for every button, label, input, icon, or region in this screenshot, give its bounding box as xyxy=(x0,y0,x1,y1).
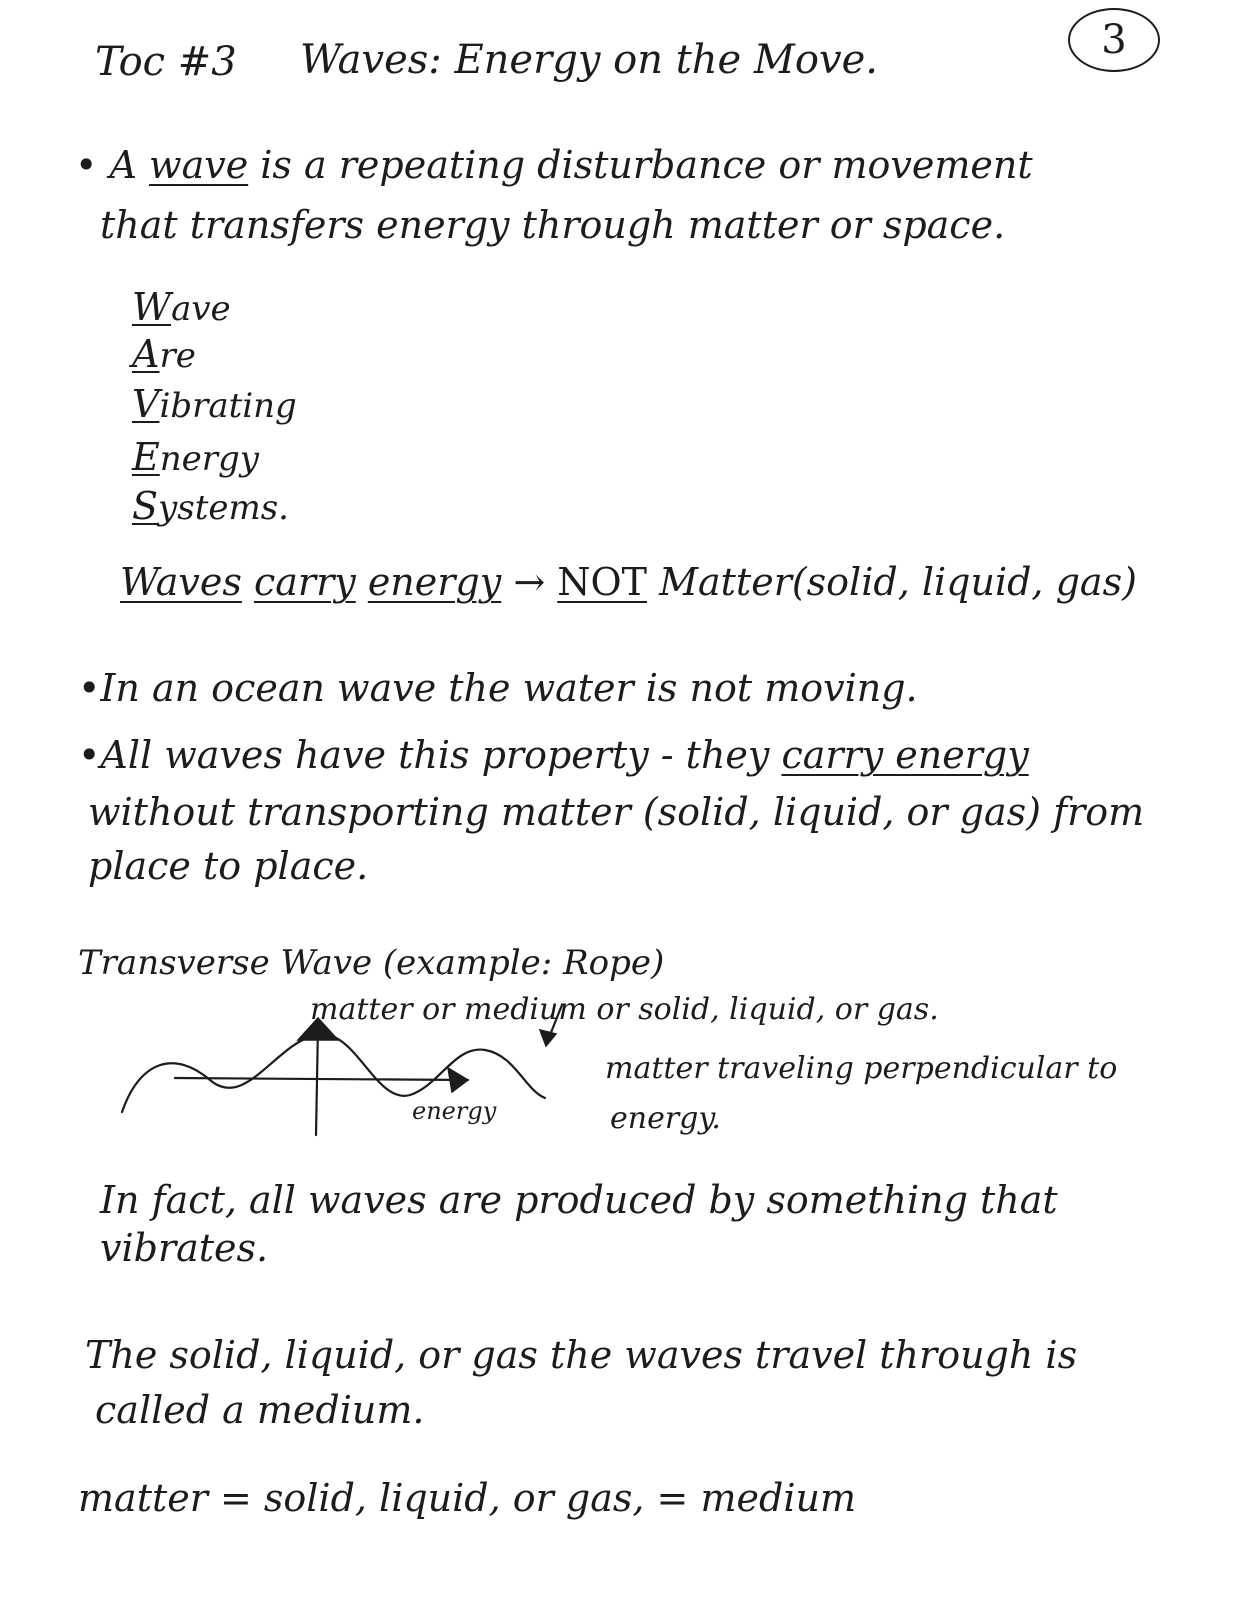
arrow-icon: → xyxy=(513,560,546,604)
all-waves-line-3: place to place. xyxy=(88,844,369,888)
all-waves-line-2: without transporting matter (solid, liquid, or gas) from xyxy=(88,790,1145,834)
vertical-arrow-shaft xyxy=(316,1025,318,1135)
side-note-line-2: energy. xyxy=(610,1101,721,1136)
medium-annotation: matter or medium or solid, liquid, or gas. xyxy=(310,992,939,1027)
matter-equation: matter = solid, liquid, or gas, = medium xyxy=(78,1476,856,1520)
all-waves-text: •All waves have this property - they xyxy=(78,733,782,777)
not-word: NOT xyxy=(557,560,648,604)
medium-line-2: called a medium. xyxy=(95,1388,425,1432)
definition-b: is a repeating disturbance or movement xyxy=(248,143,1033,187)
definition-a: A xyxy=(109,143,150,187)
acronym-item: Vibrating xyxy=(132,382,297,426)
waves-word: Waves xyxy=(120,560,242,604)
acronym-item: Systems. xyxy=(132,484,289,528)
carry-energy-term: carry energy xyxy=(781,733,1029,777)
acronym-item: Wave xyxy=(132,285,231,329)
definition-line-2: that transfers energy through matter or space. xyxy=(100,203,1006,247)
fact-line-1: In fact, all waves are produced by something that xyxy=(100,1178,1058,1222)
baseline xyxy=(175,1078,468,1080)
side-note-line-1: matter traveling perpendicular to xyxy=(605,1051,1118,1086)
wave-curve xyxy=(122,1034,545,1112)
energy-label: energy xyxy=(412,1097,497,1125)
bullet: • xyxy=(75,143,98,187)
page-title: Waves: Energy on the Move. xyxy=(300,37,878,83)
down-arrowhead-icon xyxy=(540,1030,556,1046)
energy-arrowhead-icon xyxy=(448,1068,468,1092)
up-arrowhead-icon xyxy=(298,1018,338,1040)
page-number: 3 xyxy=(1068,8,1160,72)
transverse-heading: Transverse Wave (example: Rope) xyxy=(78,943,665,983)
toc-label: Toc #3 xyxy=(95,39,237,85)
wave-term: wave xyxy=(149,143,249,187)
medium-line-1: The solid, liquid, or gas the waves travel through is xyxy=(85,1333,1078,1377)
carry-word: carry xyxy=(253,560,356,604)
energy-word: energy xyxy=(367,560,502,604)
ocean-bullet: •In an ocean wave the water is not moving. xyxy=(78,666,918,710)
fact-line-2: vibrates. xyxy=(100,1226,269,1270)
acronym-item: Are xyxy=(132,332,196,376)
matter-list: Matter(solid, liquid, gas) xyxy=(647,560,1137,604)
acronym-item: Energy xyxy=(132,435,259,479)
